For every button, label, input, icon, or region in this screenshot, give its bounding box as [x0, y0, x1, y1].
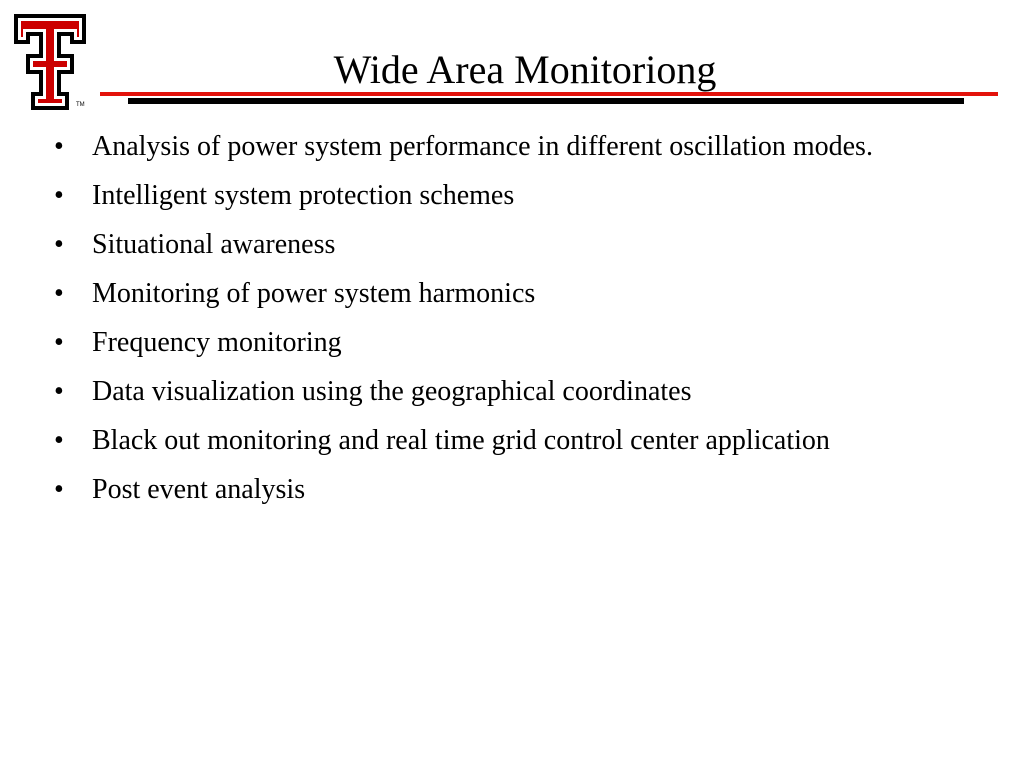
bullet-item [52, 275, 952, 313]
bullet-item [52, 324, 952, 362]
bullet-dot: • [54, 180, 64, 211]
title-underline-red [100, 92, 998, 96]
bullet-list [52, 128, 952, 520]
bullet-item [52, 128, 952, 166]
bullet-text: Frequency monitoring [92, 327, 342, 358]
bullet-dot: • [54, 229, 64, 260]
bullet-item [52, 422, 952, 460]
bullet-dot: • [54, 425, 64, 456]
bullet-dot: • [54, 474, 64, 505]
trademark-mark: TM [76, 102, 85, 108]
double-t-logo-icon [14, 14, 86, 110]
bullet-text: Black out monitoring and real time grid control center application [92, 425, 830, 456]
bullet-text: Intelligent system protection schemes [92, 180, 515, 211]
bullet-dot: • [54, 131, 64, 162]
title-underline-black [128, 98, 964, 104]
bullet-text: Situational awareness [92, 229, 336, 260]
slide-title: Wide Area Monitoriong [333, 47, 717, 92]
bullet-text: Data visualization using the geographical coordinates [92, 376, 692, 407]
bullet-text: Analysis of power system performance in different oscillation modes. [92, 131, 873, 162]
bullet-text: Monitoring of power system harmonics [92, 278, 536, 309]
bullet-dot: • [54, 376, 64, 407]
bullet-item [52, 226, 952, 264]
bullet-item [52, 471, 952, 509]
bullet-item [52, 177, 952, 215]
bullet-dot: • [54, 278, 64, 309]
bullet-text: Post event analysis [92, 474, 306, 505]
bullet-dot: • [54, 327, 64, 358]
bullet-item [52, 373, 952, 411]
